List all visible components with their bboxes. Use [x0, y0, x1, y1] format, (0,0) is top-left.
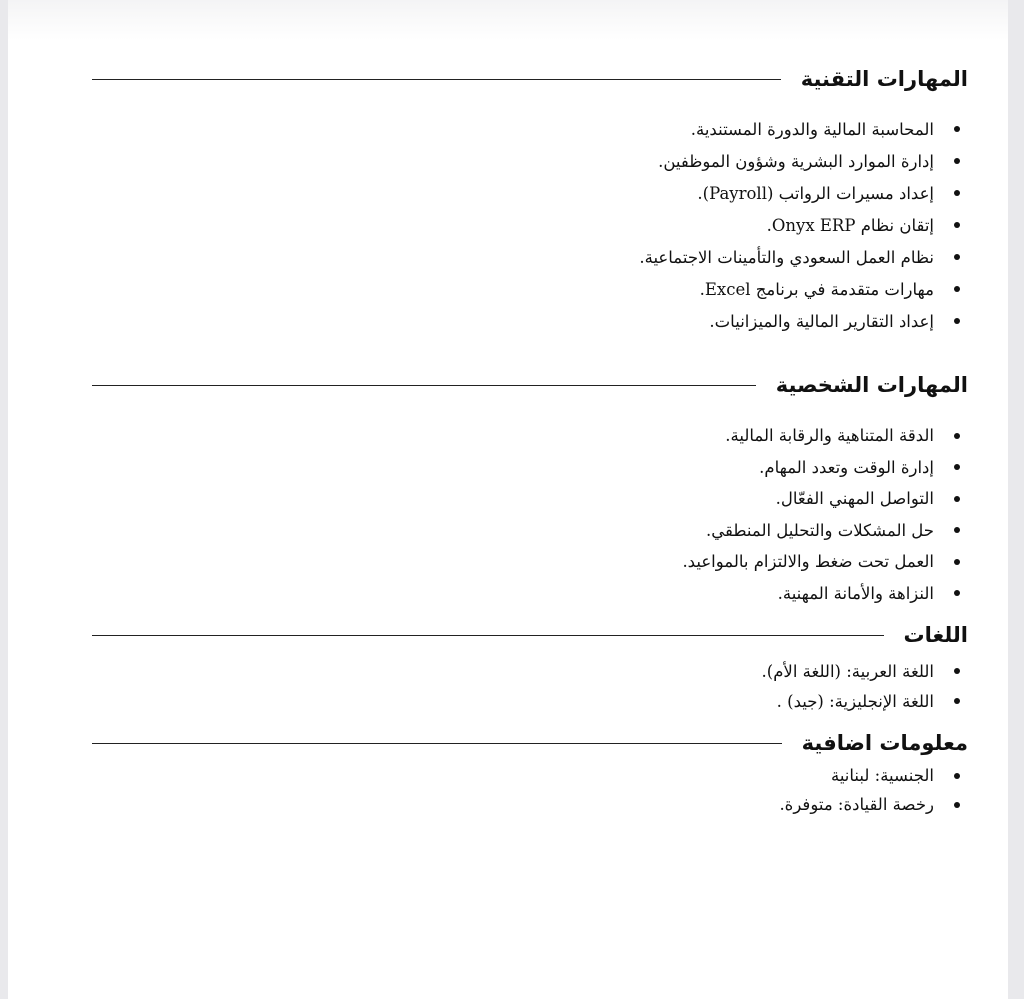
section-divider	[92, 79, 781, 80]
list-item	[92, 273, 968, 305]
section-title: معلومات اضافية	[801, 731, 968, 755]
list-item-text: العمل تحت ضغط والالتزام بالمواعيد.	[682, 552, 934, 572]
list-item	[92, 656, 968, 686]
bullet-icon	[954, 190, 960, 196]
list-item-text: إعداد التقارير المالية والميزانيات.	[709, 311, 934, 331]
list-item-text: الجنسية: لبنانية	[830, 766, 934, 785]
personal-skills-list	[92, 420, 968, 609]
section-divider	[92, 635, 884, 636]
bullet-icon	[954, 318, 960, 324]
bullet-icon	[954, 802, 960, 808]
additional-info-list	[92, 761, 968, 819]
list-item-text: مهارات متقدمة في برنامج Excel.	[699, 279, 934, 299]
languages-list	[92, 656, 968, 716]
list-item	[92, 113, 968, 145]
bullet-icon	[954, 433, 960, 439]
list-item	[92, 761, 968, 790]
section-title: المهارات التقنية	[800, 67, 968, 91]
section-header	[92, 728, 968, 758]
technical-skills-list	[92, 113, 968, 337]
list-item-text: الدقة المتناهية والرقابة المالية.	[725, 426, 934, 446]
list-item-text: نظام العمل السعودي والتأمينات الاجتماعية.	[639, 247, 934, 267]
list-item-text: المحاسبة المالية والدورة المستندية.	[690, 119, 934, 139]
bullet-icon	[954, 464, 960, 470]
bullet-icon	[954, 286, 960, 292]
list-item	[92, 790, 968, 819]
list-item	[92, 578, 968, 610]
list-item	[92, 686, 968, 716]
bullet-icon	[954, 527, 960, 533]
bullet-icon	[954, 222, 960, 228]
section-header	[92, 64, 968, 94]
section-title: المهارات الشخصية	[775, 373, 968, 397]
list-item-text: إعداد مسيرات الرواتب (Payroll).	[697, 183, 934, 203]
bullet-icon	[954, 496, 960, 502]
list-item-text: رخصة القيادة: متوفرة.	[779, 795, 934, 814]
section-technical-skills	[92, 64, 968, 337]
list-item	[92, 305, 968, 337]
page-top-shadow	[8, 0, 1008, 40]
list-item-text: إتقان نظام Onyx ERP.	[766, 215, 934, 235]
list-item	[92, 420, 968, 452]
section-personal-skills	[92, 370, 968, 609]
section-header	[92, 620, 968, 650]
section-additional-info	[92, 728, 968, 819]
section-languages	[92, 620, 968, 716]
list-item	[92, 515, 968, 547]
list-item	[92, 209, 968, 241]
list-item	[92, 483, 968, 515]
list-item-text: النزاهة والأمانة المهنية.	[777, 583, 934, 603]
list-item-text: حل المشكلات والتحليل المنطقي.	[706, 520, 934, 540]
bullet-icon	[954, 254, 960, 260]
list-item-text: اللغة الإنجليزية: (جيد) .	[776, 691, 934, 711]
section-header	[92, 370, 968, 400]
list-item	[92, 145, 968, 177]
bullet-icon	[954, 559, 960, 565]
list-item	[92, 177, 968, 209]
list-item	[92, 452, 968, 484]
bullet-icon	[954, 158, 960, 164]
list-item-text: اللغة العربية: (اللغة الأم).	[761, 661, 934, 681]
list-item-text: إدارة الوقت وتعدد المهام.	[759, 457, 934, 477]
document-page	[8, 0, 1008, 999]
list-item-text: إدارة الموارد البشرية وشؤون الموظفين.	[658, 151, 934, 171]
bullet-icon	[954, 590, 960, 596]
bullet-icon	[954, 698, 960, 704]
bullet-icon	[954, 126, 960, 132]
section-divider	[92, 385, 756, 386]
section-divider	[92, 743, 782, 744]
bullet-icon	[954, 773, 960, 779]
bullet-icon	[954, 668, 960, 674]
list-item-text: التواصل المهني الفعّال.	[775, 489, 934, 509]
section-title: اللغات	[903, 623, 968, 647]
list-item	[92, 241, 968, 273]
list-item	[92, 546, 968, 578]
